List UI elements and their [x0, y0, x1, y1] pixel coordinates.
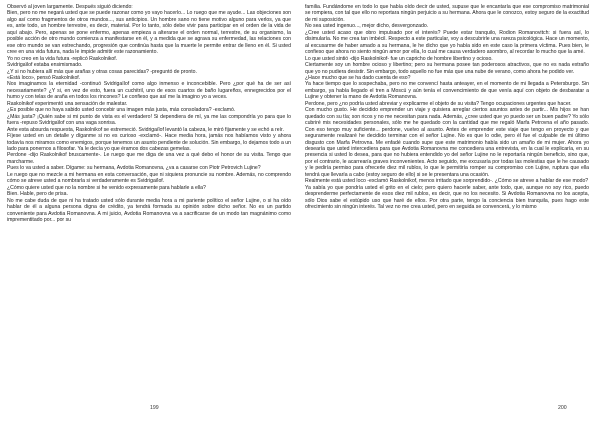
- paragraph: Raskolnikof experimentó una sensación de malestar.: [7, 100, 128, 107]
- paragraph: ¿Más justa? ¡Quién sabe si mi punto de vista es el verdadero! Si dependiera de mí, ya me las compondría yo para que lo fuera -repuso Svidrigaïlof con una vaga sonrisa.: [7, 113, 291, 127]
- paragraph: familia. Fundándome en todo lo que había oído decir de usted, supuse que le encantaría que ese compromiso matrimonial se rompiera, con tal que ello no reportara ningún perjuicio a su hermana. Ahora que le conozco, estoy seguro de la exactitud de mi suposición.: [305, 4, 589, 23]
- paragraph: Pues lo va usted a saber. Dígame: su hermana, Avdotia Romanovna, ¿va a casarse con Piotr Petrovich Lujine?: [7, 165, 261, 172]
- page-number-left: 199: [150, 405, 159, 411]
- paragraph: ¿Hace mucho que se ha dado cuenta de eso?: [305, 74, 411, 81]
- paragraph: Perdone, pero ¿no podría usted abreviar y explicarme el objeto de su visita? Tengo ocupaciones urgentes que hacer.: [305, 100, 572, 107]
- paragraph: No me cabe duda de que ni ha tratado usted sólo durante media hora a mi pariente político el señor Lujine, o si ha oído hablar de él a alguna persona digna de crédito, ya tendrá formada su opinión sobre dicho señor. No es un partido conveniente para Avdotia Romanovna. A mi juicio, Avdotia Romanovna va a sacrificarse de un modo tan magnánimo como imprementitado por... por su: [7, 197, 291, 223]
- paragraph: ¿Es posible que no haya sabido usted concebir una imagen más justa, más consoladora? -exclamó.: [7, 107, 236, 114]
- right-page-text: [305, 4, 589, 211]
- paragraph: Ya sabía yo que pondría usted el grito en el cielo; pero quiero hacerle saber, ante todo, que, aunque no soy rico, puedo desprenderme perfectamente de esos diez mil rublos, es decir, que no los necesito. Si Avdotia Romanovna no los acepta, sólo Dios sabe el estúpido uso que haré de ellos. Por otra parte, tengo la conciencia bien tranquila, pues hago este ofrecimiento sin ningún interés. Tal vez no me crea usted, pero en seguida se convencerá, y lo mismo: [305, 184, 589, 211]
- paragraph: No sea usted ingenuo..., mejor dicho, desvergonzado.: [305, 23, 429, 30]
- page-number-right: 200: [558, 405, 567, 411]
- paragraph: Lo que usted sintió -dijo Raskolnikof- fue un capricho de hombre libertino y ocioso.: [305, 55, 493, 62]
- left-page: [7, 4, 291, 422]
- paragraph: Observó al joven largamente. Después siguió diciendo:: [7, 4, 133, 10]
- right-page: [305, 4, 589, 422]
- paragraph: Realmente está usted loco -exclamó Raskolnikof, menos irritado que sorprendido-. ¿Cómo se atreve a hablar de ese modo?: [305, 178, 589, 185]
- paragraph: Ante esta absurda respuesta, Raskolnikof se estremeció. Svidrigaïlof levantó la cabeza, le miró fijamente y se echó a reír.: [7, 126, 284, 133]
- paragraph: Nos imaginamos la eternidad -continuó Svidrigaïlof como algo inmenso e inconcebible. Pero ¿por qué ha de ser así necesariamente? ¿Y si, en vez de esto, fuera un cuchitril, uno de esos cuartos de baño lugareños, ennegrecidos por el humo y con telas de araña en todos los rincones? Le confieso que así me la imagino yo a veces.: [7, 81, 291, 101]
- paragraph: Con mucho gusto. He decidido emprender un viaje y quisiera arreglar ciertos asuntos antes de partir... Mis hijos se han quedado con su tía; son ricos y no me necesitan para nada. Además, ¿cree usted que yo puedo ser un buen padre? Yo sólo cubriré mis necesidades personales, sólo me he quedado con la cantidad que me regaló Marfa Petrovna el año pasado. Con eso tengo muy suficiente... perdone, vuelvo al asunto. Antes de emprender este viaje que tengo en proyecto y que seguramente realizaré he decidido terminar con el señor Lujine. No es que lo odie, pero él fue el culpable de mi último disgusto con Marfa Petrovna. Me enfadé cuando supe que este matrimonio había sido un amaño de mi mujer. Ahora yo desearía que usted intercediera para que Avdotia Romanovna me concediera una entrevista, en la cual le explicaría, en su presencia si usted lo desea, para que no hubiera entendido yo del señor Lujine no le reportaría ningún beneficio, sino que, por el contrario, le acarrearía graves inconvenientes. Acto seguido, me excusaría por todas las molestias que le he causado y le pediría permiso para ofrecerle diez mil rublos, lo que le permitiría romper su compromiso con Lujine, ruptura que ella tendrá que llevaría a cabo (estoy seguro de ello) si se le presentara una ocasión.: [305, 107, 589, 178]
- paragraph: Bien. Hable, pero de prisa.: [7, 191, 68, 198]
- paragraph: ¿Y si no hubiera allí más que arañas y otras cosas parecidas? -preguntó de pronto.: [7, 68, 197, 75]
- paragraph: Bien, pero no me negará usted que se puede razonar como yo vayo hacerlo... Lo ruego que me ayude... Las objeciones son algo así como fragmentos de otros mundos..., sus anticipios. Un hombre sano no tiene motivo alguno para verlos, ya que es, ante todo, un hombre terrestre, es decir, material. Por lo tanto, sólo debe vivir para participar en el orden de la vida de aquí abajo. Pero, apenas se pone enfermo, apenas empieza a alterarse el orden normal, terrestre, de su organismo, la posible acción de otro mundo comienza a manifestarse en él, y a medida que se agrava su enfermedad, las relaciones con ese otro mundo se van estrechando, progresión que continúa hasta que la muerte le permite entrar de lleno en él. Si usted cree en una vida futura, nada le impide admitir este razonamiento.: [7, 10, 291, 56]
- paragraph: Ciertamente soy un hombre ocioso y libertino; pero su hermana posee tan poderosos atractivos, que no es nada extraño que yo no pudiera desistir. Sin embargo, todo aquello no fue más que una nube de verano, como ahora he podido ver.: [305, 62, 589, 75]
- paragraph: ¿Cree usted acaso que obro impulsado por el interés? Puede estar tranquilo, Rodion Romanovitch: si fuera así, lo disimularía. No me crea tan imbécil. Respecto a este particular, voy a descubrirle una rareza psicológica. Hace un momento, al excusarme de haber amado a su hermana, le he dicho que yo había sido en este caso la primera víctima. Pues bien, le confieso que ahora no siento ningún amor por ella, lo cual me causa verdadero asombro, al recordar lo mucho que la amé.: [305, 29, 589, 56]
- paragraph: Le ruego que no mezcle a mi hermana en esta conversación, que ni siquiera pronuncie su nombre. Además, no comprendo cómo se atreve usted a nombrarla si verdaderamente es Svidrigaïlof.: [7, 171, 291, 185]
- paragraph: Yo no creo en la vida futura -replicó Raskolnikof.: [7, 55, 118, 62]
- left-page-text: [7, 4, 291, 223]
- paragraph: ¿Cómo quiere usted que no la nombre si he venido expresamente para hablarle a ella?: [7, 184, 206, 191]
- paragraph: Ya hace tiempo que lo sospechaba, pero no me convencí hasta anteayer, en el momento de mi llegada a Petersburgo. Sin embargo, ya había llegado el tren a Moscú y aún tenía el convencimiento de que venía aquí con objeto de desbaratar a Lujine y obtener la mano de Avdotia Romanovna.: [305, 81, 589, 101]
- paragraph: «Está loco», pensó Raskolnikof.: [7, 74, 81, 81]
- paragraph: Perdone -dijo Raskolnikof bruscamente-. Le ruego que me diga de una vez a qué debo el honor de su visita. Tengo que marcharme.: [7, 152, 291, 165]
- paragraph: Svidrigaïlof estaba ensimismado.: [7, 62, 83, 69]
- paragraph: Fíjese usted en un detalle y díganme si no es curioso -exclamó-. Hace media hora, jamás nos habíamos visto y ahora todavía nos miramos como enemigos, porque tenemos un asunto pendiente de solución. Sin embargo, lo dejamos todo a un lado para ponernos a filosofar. Ya le decía yo que éramos dos cabezas gemelas.: [7, 133, 291, 152]
